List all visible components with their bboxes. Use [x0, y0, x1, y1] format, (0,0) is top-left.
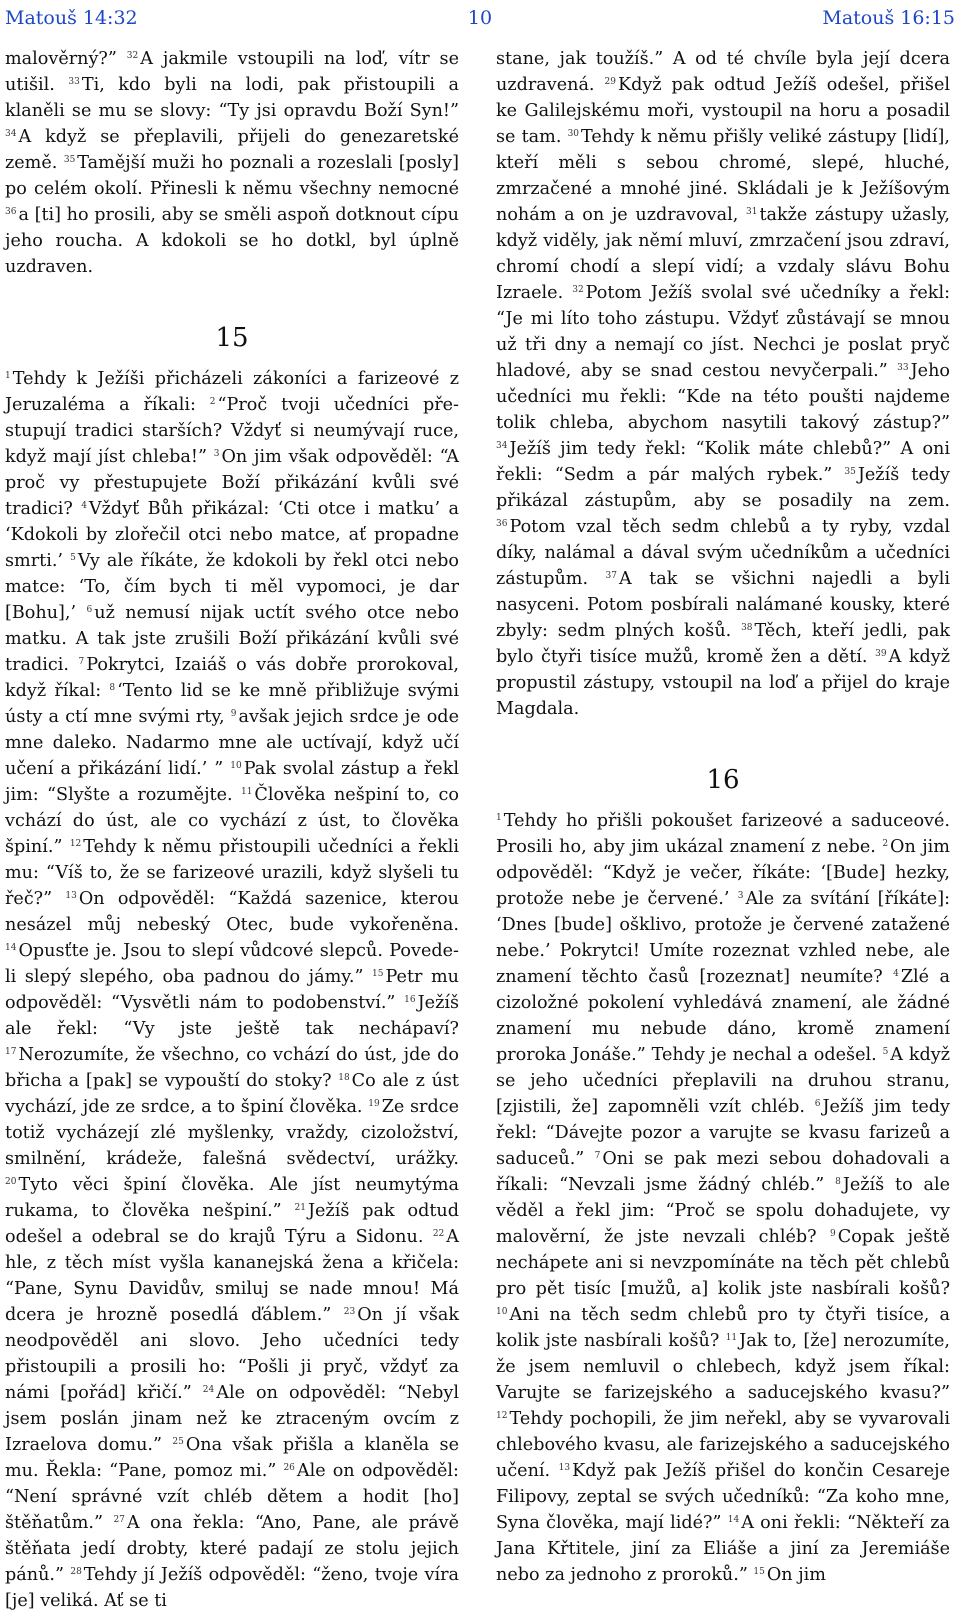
verse-number: 20 [5, 1177, 17, 1187]
page-number: 10 [467, 7, 493, 29]
verse-number: 9 [230, 709, 237, 719]
verse-number: 14 [727, 1515, 740, 1525]
verse-text: Ježíš to ale věděl a řekl jim: “Proč se spolu dohadujete, vy malověrní, že jste nevzali chléb? [496, 1175, 950, 1247]
verse-text: Ježíš pak odtud odešel a odebral se do krajů Týru a Sidonu. [5, 1201, 459, 1247]
verse-number: 36 [5, 207, 17, 217]
verse-text: Ale on odpověděl: “Nebyl jsem poslán jinam než ke ztraceným ovcím z Izraelova domu.” [5, 1383, 459, 1455]
verse-number: 35 [63, 155, 76, 165]
verse-text: Tehdy jí Ježíš odpověděl: “ženo, tvoje víra [je] veliká. Ať se ti [5, 1565, 460, 1611]
verse-text: Vy ale říkáte, že kdokoli by řekl otci nebo matce: ‘To, čím bych ti měl vypomoci, je dar [Bohu],’ [5, 551, 459, 623]
verse-text: Ze srdce totiž vycházejí zlé myšlenky, vraždy, cizoložství, smilnění, krádeže, falešná svědectví, urážky. [5, 1097, 459, 1169]
verse-number: 16 [404, 995, 416, 1005]
verse-text: Tehdy k němu přišly veliké zástupy [lidí], kteří měli s sebou chromé, slepé, hluché, zmrzačené a mnohé jiné. Skládali je k Ježíšovým nohám a on je uzdravoval, [496, 127, 950, 225]
verse-text: Ani na těch sedm chlebů pro ty čtyři tisíce, a kolik jste nasbírali košů? [496, 1305, 950, 1351]
verse-number: 39 [875, 649, 887, 659]
verse-number: 18 [338, 1073, 350, 1083]
verse-text: Tehdy ho přišli pokoušet farizeové a saduceové. Prosili ho, aby jim ukázal znamení z nebe. [496, 811, 950, 857]
verse-text: On jim [766, 1565, 826, 1585]
verse-number: 11 [725, 1333, 738, 1343]
verse-number: 22 [432, 1229, 445, 1239]
verse-number: 34 [5, 129, 17, 139]
verse-text: A hle, z těch míst vyšla kananejská žena a křičela: “Pane, Synu Davidův, smiluj se nade mnou! Má dcera je hrozně posedlá ďáblem.” [5, 1227, 459, 1325]
verse-number: 7 [594, 1151, 601, 1161]
verse-number: 12 [496, 1411, 508, 1421]
verse-text: Když pak Ježíš přišel do končin Cesareje Filipovy, zeptal se svých učedníků: “Za koho mne, Syna člověka, mají lidé?” [496, 1461, 950, 1533]
paragraph-ch16 [496, 808, 950, 1588]
verse-number: 6 [814, 1099, 821, 1109]
paragraph-ch15 [5, 366, 459, 1614]
verse-number: 31 [745, 207, 758, 217]
verse-text: Opusťte je. Jsou to slepí vůdcové slepců. Povede-li slepý slepého, oba padnou do jámy.” [5, 941, 459, 987]
verse-number: 27 [113, 1515, 125, 1525]
verse-number: 15 [372, 969, 384, 979]
verse-number: 12 [69, 839, 82, 849]
verse-text: Ale za svítání [říkáte]: ‘Dnes [bude] ošklivo, protože je červené zatažené nebe.’ Pokrytci! Umíte rozeznat vzhled nebe, ale znamení těchto časů [rozeznat] neumíte? [496, 889, 951, 987]
chapter-heading-16: 16 [706, 765, 740, 795]
verse-text: Co ale z úst vychází, jde ze srdce, a to špiní člověka. [5, 1071, 460, 1117]
verse-number: 2 [882, 839, 889, 849]
verse-text: A oni řekli: “Někteří za Jana Křtitele, jiní za Eliáše a jiní za Jeremiáše nebo za jednoho z proroků.” [496, 1513, 950, 1585]
verse-text: Pak svolal zástup a řekl jim: “Slyšte a rozumějte. [5, 759, 459, 805]
verse-text: Tehdy pochopili, že jim neřekl, aby se vyvarovali chlebového kvasu, ale farizejského a saducejského učení. [496, 1409, 950, 1481]
verse-number: 26 [283, 1463, 295, 1473]
verse-number: 4 [893, 969, 899, 979]
verse-number: 5 [882, 1047, 889, 1057]
header-left-reference[interactable]: Matouš 14:32 [5, 7, 138, 29]
verse-number: 13 [558, 1463, 571, 1473]
verse-number: 33 [68, 77, 80, 87]
running-header [5, 4, 955, 32]
verse-text: Ti, kdo byli na lodi, pak přistoupili a klaněli se mu se slovy: “Ty jsi opravdu Boží Syn!” [5, 75, 459, 121]
verse-number: 23 [343, 1307, 356, 1317]
verse-text: A když se jeho učedníci přeplavili na druhou stranu, [zjistili, že] zapomněli vzít chléb. [496, 1045, 950, 1117]
verse-text: Člověka nešpiní to, co vchází do úst, ale co vychází z úst, to člověka špiní.” [5, 785, 459, 857]
verse-text: A když propustil zástupy, vstoupil na loď a přijel do kraje Magdala. [496, 647, 950, 719]
verse-text: Ježíš jim tedy řekl: “Dávejte pozor a varujte se kvasu farizeů a saduceů.” [496, 1097, 950, 1169]
verse-text: Ježíš tedy přikázal zástupům, aby se posadily na zem. [496, 465, 950, 511]
verse-text: Těch, kteří jedli, pak bylo čtyři tisíce mužů, kromě žen a dětí. [496, 621, 951, 667]
verse-text: Copak ještě nechápete ani si nevzpomínáte na těch pět chlebů pro pět tisíc [mužů, a] kolik jste nasbírali košů? [496, 1227, 951, 1299]
verse-text: A když se přeplavili, přijeli do genezaretské země. [5, 127, 459, 173]
verse-number: 32 [572, 285, 584, 295]
verse-number: 2 [209, 397, 216, 407]
verse-text: už nemusí nijak uctít svého otce nebo matku. A tak jste zrušili Boží přikázání kvůli své tradici. [5, 603, 459, 675]
verse-number: 35 [844, 467, 856, 477]
verse-text: Petr mu odpověděl: “Vysvětli nám to podobenství.” [5, 967, 460, 1013]
verse-text: ‘Tento lid se ke mně přibližuje svými ústy a ctí mne svými rty, [5, 681, 459, 727]
verse-number: 10 [496, 1307, 508, 1317]
verse-text: Tamější muži ho poznali a rozeslali [posly] po celém okolí. Přinesli k němu všechny nemocné [5, 153, 459, 199]
verse-text: takže zástupy užasly, když viděly, jak němí mluví, zmrzačení jsou zdraví, chromí chodí a slepí vidí; a vzdaly slávu Bohu Izraele. [496, 205, 950, 303]
verse-text: Ježíš jim tedy řekl: “Kolik máte chlebů?” A oni řekli: “Sedm a pár malých rybek.” [496, 439, 950, 485]
verse-text: Nerozumíte, že všechno, co vchází do úst, jde do břicha a [pak] se vypouští do stoky? [5, 1045, 459, 1091]
verse-text: “Proč tvoji učedníci přestupují tradici starších? Vždyť si neumývají ruce, když mají jíst chleba!” [5, 395, 459, 467]
verse-number: 28 [70, 1567, 82, 1577]
verse-text: a [ti] ho prosili, aby se směli aspoň dotknout cípu jeho roucha. A kdokoli se ho dotkl, byl úplně uzdraven. [5, 205, 459, 277]
verse-number: 13 [65, 891, 77, 901]
verse-text: Tyto věci špiní člověka. Ale jíst neumytýma rukama, to člověka nešpiní.” [5, 1175, 459, 1221]
verse-number: 33 [897, 363, 909, 373]
verse-text: A ona řekla: “Ano, Pane, ale právě štěňata jedí drobty, které padají ze stolu jejich pánů.” [5, 1513, 459, 1585]
verse-number: 10 [230, 761, 242, 771]
verse-number: 14 [5, 943, 17, 953]
verse-text: Pokrytci, Izaiáš o vás dobře prorokoval, když říkal: [5, 655, 459, 701]
verse-text: On jim však odpověděl: “A proč vy přestupujete Boží přikázání kvůli své tradici? [5, 447, 460, 519]
verse-number: 6 [86, 605, 93, 615]
verse-text: avšak jejich srdce je ode mne daleko. Nadarmo mne ale uctívají, když učí učení a přikázání lidí.’ ” [5, 707, 459, 779]
verse-number: 1 [5, 371, 11, 381]
verse-text: malověrný?” [5, 49, 127, 69]
verse-text: Jeho učedníci mu řekli: “Kde na této poušti najdeme tolik chleba, abychom nasytili takový zástup?” [496, 361, 950, 433]
verse-text: Když pak odtud Ježíš odešel, přišel ke Galilejskému moři, vystoupil na horu a posadil se tam. [496, 75, 950, 147]
verse-text: Tehdy k Ježíši přicházeli zákoníci a farizeové z Jeruzaléma a říkali: [5, 369, 459, 415]
verse-number: 25 [172, 1437, 184, 1447]
verse-number: 32 [126, 51, 139, 61]
header-right-reference[interactable]: Matouš 16:15 [822, 7, 955, 29]
verse-number: 30 [567, 129, 580, 139]
verse-text: stane, jak toužíš.” A od té chvíle byla její dcera uzdravená. [496, 49, 950, 95]
verse-number: 4 [81, 501, 87, 511]
verse-number: 5 [70, 553, 76, 563]
verse-number: 8 [835, 1177, 841, 1187]
verse-number: 3 [213, 449, 220, 459]
verse-text: On odpověděl: “Každá sazenice, kterou nesázel můj nebeský Otec, bude vykořeněna. [5, 889, 459, 935]
verse-text: Ona však přišla a klaněla se mu. Řekla: “Pane, pomoz mi.” [5, 1435, 459, 1481]
verse-number: 38 [741, 623, 753, 633]
verse-text: Vždyť Bůh přikázal: ‘Cti otce i matku’ a ‘Kdokoli by zlořečil otci nebo matce, ať propadne smrti.’ [5, 499, 459, 571]
verse-number: 19 [368, 1099, 380, 1109]
verse-number: 9 [830, 1229, 836, 1239]
verse-text: On jí však neodpověděl ani slovo. Jeho učedníci tedy přistoupili a prosili ho: “Pošli ji pryč, vždyť za námi [pořád] křičí.” [5, 1305, 459, 1403]
verse-text: A tak se všichni najedli a byli nasyceni. Potom posbírali nalámané kousky, které zbyly: sedm plných košů. [496, 569, 951, 641]
verse-number: 21 [294, 1203, 306, 1213]
verse-text: Ježíš ale řekl: “Vy jste ještě tak nechápaví? [5, 993, 459, 1039]
verse-number: 34 [496, 441, 508, 451]
verse-text: Jak to, [že] nerozumíte, že jsem nemluvil o chlebech, když jsem říkal: Varujte se farizejského a saducejského kvasu?” [496, 1331, 950, 1403]
verse-number: 11 [240, 787, 253, 797]
verse-number: 15 [753, 1567, 765, 1577]
verse-number: 3 [737, 891, 744, 901]
verse-text: On jim odpověděl: “Když je večer, říkáte: ‘[Bude] hezky, protože nebe je červené.’ [496, 837, 950, 909]
paragraph-ch14-continued [5, 46, 459, 280]
verse-text: A jakmile vstoupili na loď, vítr se utišil. [5, 49, 460, 95]
right-column [496, 46, 950, 1588]
verse-number: 8 [109, 683, 116, 693]
verse-text: Potom Ježíš svolal své učedníky a řekl: “Je mi líto toho zástupu. Vždyť zůstávají se mnou už tři dny a nemají co jíst. Nechci je poslat pryč hladové, aby se snad cestou nevyčerpali.” [496, 283, 951, 381]
verse-number: 37 [605, 571, 617, 581]
verse-number: 29 [604, 77, 616, 87]
verse-text: Oni se pak mezi sebou dohadovali a říkali: “Nevzali jsme žádný chléb.” [496, 1149, 950, 1195]
verse-number: 1 [496, 813, 502, 823]
chapter-heading-15: 15 [215, 323, 249, 353]
verse-text: Potom vzal těch sedm chlebů a ty ryby, vzdal díky, nalámal a dával svým učedníkům a učedníci zástupům. [496, 517, 950, 589]
paragraph-ch15-continued [496, 46, 950, 722]
verse-number: 36 [496, 519, 508, 529]
verse-text: Ale on odpověděl: “Není správné vzít chléb dětem a hodit [ho] štěňatům.” [5, 1461, 459, 1533]
left-column [5, 46, 459, 1614]
verse-text: Tehdy k němu přistoupili učedníci a řekli mu: “Víš to, že se farizeové urazili, když slyšeli tu řeč?” [5, 837, 460, 909]
verse-number: 24 [202, 1385, 215, 1395]
verse-number: 7 [78, 657, 85, 667]
verse-text: Zlé a cizoložné pokolení vyhledává znamení, ale žádné znamení mu nebude dáno, kromě znamení proroka Jonáše.” Tehdy je nechal a odešel. [496, 967, 950, 1065]
verse-number: 17 [5, 1047, 17, 1057]
